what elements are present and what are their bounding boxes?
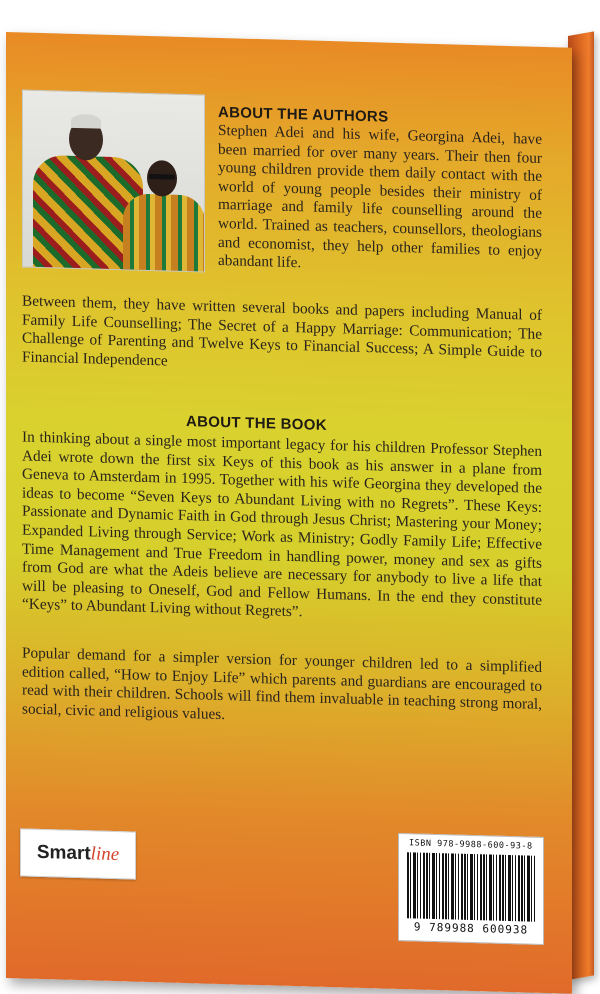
isbn-barcode <box>398 833 544 945</box>
barcode-number: 9 789988 600938 <box>413 920 529 937</box>
about-book-text: In thinking about a single most important legacy for his children Professor Stephen Adei wrote down the first six Keys of this book as his answer in a plane from Geneva to Amsterdam in 1995. Together with his wife Georgina they developed the ideas to become “Seven Keys to Abundant Living with no Regrets”. These Keys: Passionate and Dynamic Faith in God through Jesus Christ; Mastering your Money; Expanded Living through Service; Work as Ministry; Godly Family Life; Effective Time Management and True Freedom in handling power, money and sex as gifts from God are what the Adeis believe are necessary for anybody to live a life that will be pleasing to Oneself, God and Fellow Humans. In the end they constitute “Keys” to Abundant Living without Regrets”. <box>22 428 542 621</box>
barcode-bars <box>407 852 535 922</box>
isbn-label: ISBN 978-9988-600-93-8 <box>409 838 533 852</box>
about-authors-text: Stephen Adei and his wife, Georgina Adei, have been married for over many years. Their then four young children provide them daily contact with the world of young people besides their ministry of marriage and family life counselling around the world. Trained as teachers, counsellors, theologians and economist, they help other families to enjoy abandant life. <box>218 121 542 272</box>
authors-publications-text: Between them, they have written several books and papers including Manual of Family Life Counselling; The Secret of a Happy Marriage: Communication; The Challenge of Parenting and Twelve Keys to Financial Success; A Simple Guide to Financial Independence <box>22 292 542 370</box>
about-authors-heading: ABOUT THE AUTHORS <box>218 103 389 126</box>
authors-photo <box>22 89 205 272</box>
publisher-logo <box>20 828 136 879</box>
woman-glasses <box>149 174 175 180</box>
logo-line-text: line <box>90 843 120 866</box>
man-hair <box>71 114 101 129</box>
logo-smart-text: Smart <box>36 841 91 865</box>
woman-figure <box>123 193 205 272</box>
simplified-edition-text: Popular demand for a simpler version for younger children led to a simplified edition called, “How to Enjoy Life” which parents and guardians are encouraged to read with their children. Schools will find them invaluable in teaching strong moral, social, civic and religious values. <box>22 644 542 723</box>
about-book-heading: ABOUT THE BOOK <box>186 413 327 434</box>
book-back-cover <box>6 32 572 994</box>
